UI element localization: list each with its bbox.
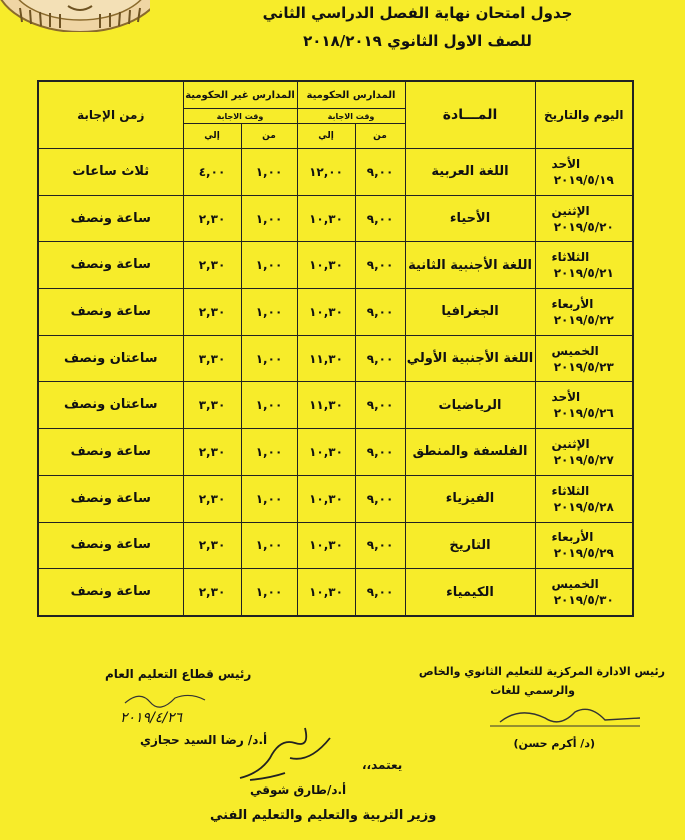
nongov-from-cell: ١,٠٠ [241,475,297,522]
nongov-from-header: من [241,124,297,149]
day-date-cell [535,569,633,616]
exam-date: ٢٠١٩/٥/٣٠ [553,593,614,608]
nongov-from-cell: ١,٠٠ [241,149,297,196]
duration-cell: ثلاث ساعات [38,149,183,196]
nongov-from-cell: ١,٠٠ [241,569,297,616]
left-signatory-name: أ.د/ رضا السيد حجازي [140,733,268,747]
day-name: الأربعاء [551,530,594,545]
day-name: الثلاثاء [551,250,590,265]
duration-cell: ساعة ونصف [38,569,183,616]
day-name: الأربعاء [551,296,594,311]
right-signatory-name: (د/ أكرم حسن) [513,737,595,750]
table-row [38,335,633,382]
gov-to-cell: ١٠,٣٠ [297,242,355,289]
day-date-cell [535,475,633,522]
handwritten-date: ٢٠١٩/٤/٢٦ [120,710,183,726]
duration-cell: ساعة ونصف [38,195,183,242]
duration-cell: ساعة ونصف [38,242,183,289]
nongov-to-cell: ٢,٣٠ [183,429,241,476]
table-row [38,569,633,616]
gov-from-cell: ٩,٠٠ [355,569,405,616]
left-signatory-title: رئيس قطاع التعليم العام [105,667,252,681]
ministry-seal [0,0,150,32]
nongov-to-cell: ٤,٠٠ [183,149,241,196]
gov-to-cell: ١٠,٣٠ [297,475,355,522]
gov-answer-time-label: وقت الاجابة [297,109,405,124]
duration-cell: ساعة ونصف [38,522,183,569]
day-name: الأحد [551,390,581,405]
table-row [38,289,633,336]
right-signature-scribble [490,700,650,734]
approval-label: يعتمد،، [362,758,403,772]
gov-to-cell: ١١,٣٠ [297,382,355,429]
gov-from-cell: ٩,٠٠ [355,429,405,476]
exam-date: ٢٠١٩/٥/٢٨ [553,499,614,514]
subject-cell: الفلسفة والمنطق [405,429,535,476]
table-row [38,429,633,476]
nongov-from-cell: ١,٠٠ [241,522,297,569]
nongov-to-header: إلي [183,124,241,149]
nongov-from-cell: ١,٠٠ [241,429,297,476]
nongov-to-cell: ٢,٣٠ [183,522,241,569]
nongov-to-cell: ٣,٣٠ [183,382,241,429]
day-name: الخميس [551,577,599,592]
nongov-to-cell: ٢,٣٠ [183,242,241,289]
day-date-cell [535,195,633,242]
gov-from-cell: ٩,٠٠ [355,382,405,429]
gov-from-cell: ٩,٠٠ [355,195,405,242]
exam-date: ٢٠١٩/٥/١٩ [553,172,614,187]
right-signatory-title: رئيس الادارة المركزية للتعليم الثانوي والخاص [418,665,665,678]
nongov-from-cell: ١,٠٠ [241,289,297,336]
subject-cell: الأحياء [405,195,535,242]
nongov-to-cell: ٢,٣٠ [183,475,241,522]
gov-from-cell: ٩,٠٠ [355,475,405,522]
day-name: الأحد [551,156,581,171]
gov-from-cell: ٩,٠٠ [355,242,405,289]
col-header-gov-schools: المدارس الحكومية [297,81,405,109]
gov-from-header: من [355,124,405,149]
day-name: الخميس [551,343,599,358]
table-row [38,195,633,242]
day-date-cell [535,522,633,569]
left-signature-scribble [120,688,210,710]
exam-date: ٢٠١٩/٥/٢٣ [553,359,614,374]
duration-cell: ساعة ونصف [38,289,183,336]
col-header-duration: زمن الإجابة [38,81,183,149]
document-subtitle: للصف الاول الثانوي ٢٠١٨/٢٠١٩ [303,32,532,50]
gov-to-cell: ١٢,٠٠ [297,149,355,196]
minister-name: أ.د/طارق شوقي [250,783,347,797]
exam-date: ٢٠١٩/٥/٢١ [553,266,614,281]
col-header-day-date: اليوم والتاريخ [535,81,633,149]
gov-from-cell: ٩,٠٠ [355,289,405,336]
table-row [38,382,633,429]
gov-from-cell: ٩,٠٠ [355,149,405,196]
gov-to-cell: ١٠,٣٠ [297,429,355,476]
day-name: الإثنين [551,203,590,218]
duration-cell: ساعتان ونصف [38,382,183,429]
col-header-nongov-schools: المدارس غير الحكومية [183,81,297,109]
exam-date: ٢٠١٩/٥/٢٦ [553,406,614,421]
nongov-to-cell: ٣,٣٠ [183,335,241,382]
right-signatory-title-line2: والرسمي للغات [490,684,575,697]
duration-cell: ساعة ونصف [38,429,183,476]
nongov-answer-time-label: وقت الاجابة [183,109,297,124]
subject-cell: اللغة الأجنبية الثانية [405,242,535,289]
nongov-to-cell: ٢,٣٠ [183,289,241,336]
day-name: الإثنين [551,436,590,451]
col-header-subject: المـــادة [405,81,535,149]
exam-schedule-table [37,80,634,617]
day-date-cell [535,382,633,429]
gov-to-cell: ١١,٣٠ [297,335,355,382]
table-row [38,475,633,522]
day-date-cell [535,149,633,196]
subject-cell: الكيمياء [405,569,535,616]
day-date-cell [535,242,633,289]
minister-signature-scribble [230,718,340,788]
gov-to-cell: ١٠,٣٠ [297,569,355,616]
duration-cell: ساعتان ونصف [38,335,183,382]
subject-cell: اللغة الأجنبية الأولي [405,335,535,382]
gov-from-cell: ٩,٠٠ [355,335,405,382]
nongov-from-cell: ١,٠٠ [241,335,297,382]
day-date-cell [535,335,633,382]
gov-to-cell: ١٠,٣٠ [297,289,355,336]
gov-to-cell: ١٠,٣٠ [297,522,355,569]
subject-cell: الجغرافيا [405,289,535,336]
document-header [150,2,685,50]
exam-date: ٢٠١٩/٥/٢٩ [553,546,614,561]
nongov-from-cell: ١,٠٠ [241,382,297,429]
gov-to-cell: ١٠,٣٠ [297,195,355,242]
exam-date: ٢٠١٩/٥/٢٧ [553,452,614,467]
day-name: الثلاثاء [551,483,590,498]
subject-cell: الرياضيات [405,382,535,429]
minister-title: وزير التربية والتعليم والتعليم الفني [210,808,437,823]
subject-cell: الفيزياء [405,475,535,522]
nongov-from-cell: ١,٠٠ [241,242,297,289]
table-row [38,522,633,569]
day-date-cell [535,289,633,336]
duration-cell: ساعة ونصف [38,475,183,522]
exam-date: ٢٠١٩/٥/٢٢ [553,312,614,327]
table-row [38,149,633,196]
table-row [38,242,633,289]
nongov-to-cell: ٢,٣٠ [183,569,241,616]
nongov-from-cell: ١,٠٠ [241,195,297,242]
nongov-to-cell: ٢,٣٠ [183,195,241,242]
subject-cell: التاريخ [405,522,535,569]
gov-to-header: إلي [297,124,355,149]
gov-from-cell: ٩,٠٠ [355,522,405,569]
subject-cell: اللغة العربية [405,149,535,196]
document-title: جدول امتحان نهاية الفصل الدراسي الثاني [262,4,573,22]
exam-date: ٢٠١٩/٥/٢٠ [553,219,614,234]
day-date-cell [535,429,633,476]
